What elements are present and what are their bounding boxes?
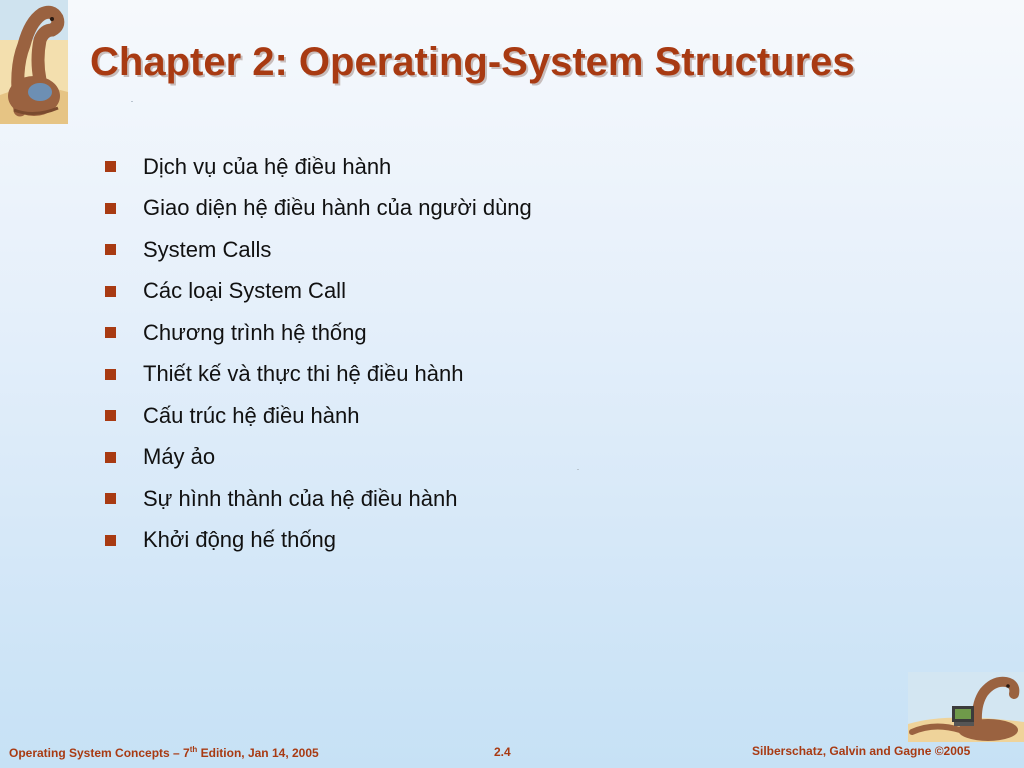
decorative-dot xyxy=(131,101,133,102)
bullet-text: Thiết kế và thực thi hệ điều hành xyxy=(143,361,464,387)
list-item xyxy=(104,520,532,562)
bullet-text: System Calls xyxy=(143,236,272,262)
footer-course-info: Operating System Concepts – 7th Edition, Jan 14, 2005 xyxy=(9,745,319,760)
bullet-text: Sự hình thành của hệ điều hành xyxy=(143,485,458,511)
bullet-text: Chương trình hệ thống xyxy=(143,319,367,345)
square-bullet-icon xyxy=(105,286,116,297)
list-item xyxy=(104,271,532,313)
square-bullet-icon xyxy=(105,244,116,255)
decorative-dot xyxy=(577,469,579,470)
list-item xyxy=(104,437,532,479)
bullet-text: Khởi động hế thống xyxy=(143,527,337,553)
list-item xyxy=(104,478,532,520)
dinosaur-computer-icon xyxy=(908,672,1024,742)
square-bullet-icon xyxy=(105,161,116,172)
bullet-text: Giao diện hệ điều hành của người dùng xyxy=(143,195,532,221)
list-item xyxy=(104,146,532,188)
slide-title: Chapter 2: Operating-System Structures xyxy=(90,40,855,84)
square-bullet-icon xyxy=(105,535,116,546)
bullet-text: Dịch vụ của hệ điều hành xyxy=(143,153,392,179)
bullet-text: Cấu trúc hệ điều hành xyxy=(143,402,360,428)
list-item xyxy=(104,354,532,396)
bullet-text: Các loại System Call xyxy=(143,278,346,304)
square-bullet-icon xyxy=(105,452,116,463)
square-bullet-icon xyxy=(105,203,116,214)
list-item xyxy=(104,312,532,354)
bullet-text: Máy ảo xyxy=(143,444,216,470)
page-number: 2.4 xyxy=(494,745,511,759)
square-bullet-icon xyxy=(105,327,116,338)
bullet-list xyxy=(104,146,532,561)
square-bullet-icon xyxy=(105,369,116,380)
list-item xyxy=(104,188,532,230)
dinosaur-icon xyxy=(0,0,68,124)
list-item xyxy=(104,229,532,271)
square-bullet-icon xyxy=(105,493,116,504)
list-item xyxy=(104,395,532,437)
footer-copyright: Silberschatz, Galvin and Gagne ©2005 xyxy=(752,744,971,758)
square-bullet-icon xyxy=(105,410,116,421)
